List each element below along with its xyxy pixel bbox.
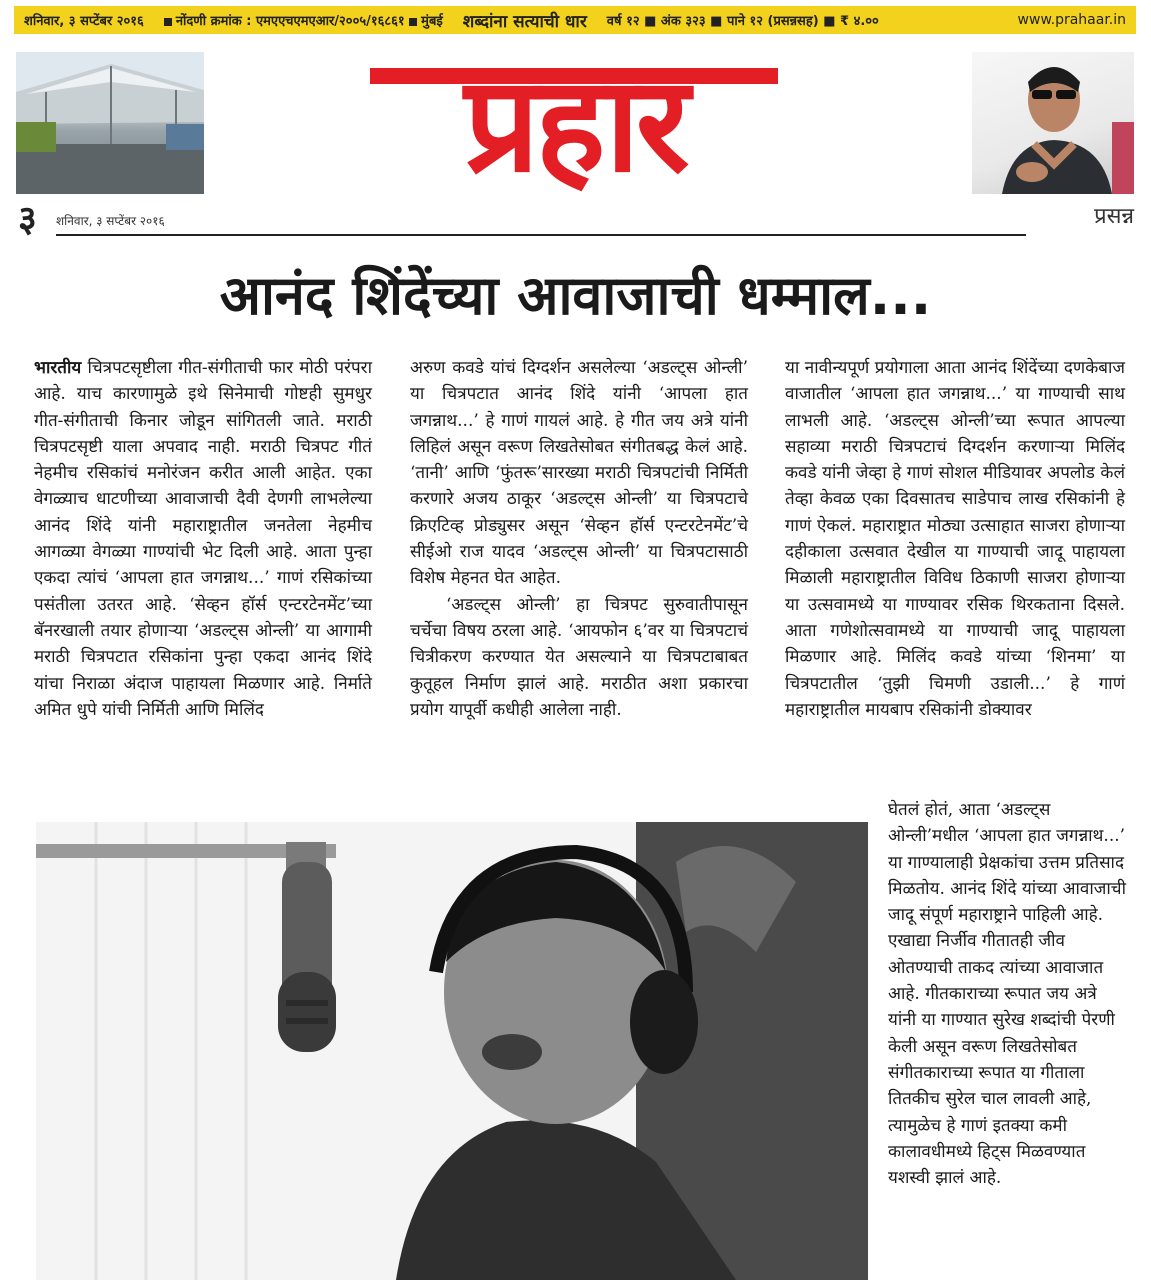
column-2-paragraph-1: अरुण कवडे यांचं दिग्दर्शन असलेल्या ‘अडल्ट्स ओन्ली’ या चित्रपटात आनंद शिंदे यांनी ‘आपला हात जगन्नाथ...’ हे गाणं गायलं आहे. हे गीत जय अत्रे यांनी लिहिलं असून वरूण लिखतेसोबत संगीतबद्ध केलं आहे. ‘तानी’ आणि ‘फुंतरू’सारख्या मराठी चित्रपटांची निर्मिती करणारे अजय ठाकूर ‘अडल्ट्स ओन्ली’ या चित्रपटाचे क्रिएटिव्ह प्रोड्युसर असून ‘सेव्हन हॉर्स एन्टरटेनमेंट’चे सीईओ राज यादव ‘अडल्ट्स ओन्ली’ या चित्रपटासाठी विशेष मेहनत घेत आहेत. — [410, 358, 748, 589]
issue-date: शनिवार, ३ सप्टेंबर २०१६ — [24, 14, 144, 29]
edition-info: वर्ष १२ ■ अंक ३२३ ■ पाने १२ (प्रसन्नसह) ■ ₹ ४.०० — [606, 14, 879, 29]
masthead-logo: प्रहार — [464, 48, 686, 202]
article-column-2 — [410, 355, 748, 723]
page-number: ३ — [18, 199, 37, 240]
tagline: शब्दांना सत्याची धार — [462, 11, 587, 32]
article-column-4 — [888, 797, 1126, 1191]
teaser-photo-left — [16, 52, 204, 194]
top-info-bar — [14, 6, 1136, 34]
column-3-text: या नावीन्यपूर्ण प्रयोगाला आता आनंद शिंदेंच्या दणकेबाज वाजातील ‘आपला हात जगन्नाथ...’ या गाण्याची साथ लाभली आहे. ‘अडल्ट्स ओन्ली’च्या रूपात आपल्या सहाव्या मराठी चित्रपटाचं दिग्दर्शन करणाऱ्या मिलिंद कवडे यांनी जेव्हा हे गाणं सोशल मीडियावर अपलोड केलं तेव्हा केवळ एका दिवसातच साडेपाच लाख रसिकांनी हे गाणं ऐकलं. महाराष्ट्रात मोठ्या उत्साहात साजरा होणाऱ्या दहीकाला उत्सवात देखील या गाण्याची जादू पाहायला मिळाली महाराष्ट्रातील विविध ठिकाणी साजरा होणाऱ्या या उत्सवामध्ये या गाण्यावर रसिक थिरकताना दिसले. आता गणेशोत्सवामध्ये या गाण्याची जादू पाहायला मिळणार आहे. मिलिंद कवडे यांच्या ‘शिनमा’ या चित्रपटातील ‘तुझी चिमणी उडाली...’ हे गाणं महाराष्ट्रातील मायबाप रसिकांनी डोक्यावर — [785, 358, 1125, 720]
column-2-paragraph-2: ‘अडल्ट्स ओन्ली’ हा चित्रपट सुरुवातीपासून चर्चेचा विषय ठरला आहे. ‘आयफोन ६’वर या चित्रपटाचं चित्रीकरण करण्यात येत असल्याने या चित्रपटाबाबत कुतूहल निर्माण झालं आहे. मराठीत अशा प्रकारचा प्रयोग यापूर्वी कधीही आलेला नाही. — [410, 594, 748, 720]
page-date: शनिवार, ३ सप्टेंबर २०१६ — [56, 214, 165, 228]
website-link[interactable]: www.prahaar.in — [1017, 12, 1126, 28]
lead-word: भारतीय — [34, 358, 82, 378]
singer-photo — [36, 822, 868, 1280]
teaser-photo-right — [972, 52, 1134, 194]
column-4-text: घेतलं होतं, आता ‘अडल्ट्स ओन्ली’मधील ‘आपला हात जगन्नाथ...’ या गाण्यालाही प्रेक्षकांचा उत्तम प्रतिसाद मिळतोय. आनंद शिंदे यांच्या आवाजाची जादू संपूर्ण महाराष्ट्राने पाहिली आहे. एखाद्या निर्जीव गीतातही जीव ओतण्याची ताकद त्यांच्या आवाजात आहे. गीतकाराच्या रूपात जय अत्रे यांनी या गाण्यात सुरेख शब्दांची पेरणी केली असून वरूण लिखतेसोबत संगीतकाराच्या रूपात या गीताला तितकीच सुरेल चाल लावली आहे, त्यामुळेच हे गाणं इतक्या कमी कालावधीमध्ये हिट्स मिळवण्यात यशस्वी झालं आहे. — [888, 800, 1126, 1189]
header-rule — [56, 234, 1026, 236]
registration-number: नोंदणी क्रमांक : एमएएचएमएआर/२००५/१६८६१ मुंबई — [154, 11, 453, 29]
article-column-1 — [34, 355, 372, 723]
article-column-3 — [785, 355, 1125, 723]
article-headline: आनंद शिंदेंच्या आवाजाची धम्माल... — [219, 264, 932, 327]
section-name: प्रसन्न — [1094, 204, 1134, 229]
column-1-text: चित्रपटसृष्टीला गीत-संगीताची फार मोठी परंपरा आहे. याच कारणामुळे इथे सिनेमाची गोष्टही सुमधुर गीत-संगीताची किनार जोडून सांगितली जाते. मराठी चित्रपटसृष्टी याला अपवाद नाही. मराठी चित्रपट गीतं नेहमीच रसिकांचं मनोरंजन करीत आली आहेत. एका वेगळ्याच धाटणीच्या आवाजाची दैवी देणगी लाभलेल्या आनंद शिंदे यांनी महाराष्ट्रातील जनतेला नेहमीच आगळ्या वेगळ्या गाण्यांची भेट दिली आहे. आता पुन्हा एकदा त्यांचं ‘आपला हात जगन्नाथ...’ गाणं रसिकांच्या पसंतीला उतरत आहे. ‘सेव्हन हॉर्स एन्टरटेनमेंट’च्या बॅनरखाली तयार होणाऱ्या ‘अडल्ट्स ओन्ली’ या आगामी मराठी चित्रपटात रसिकांना पुन्हा एकदा आनंद शिंदे यांचा निराळा अंदाज पाहायला मिळणार आहे. निर्माते अमित धुपे यांची निर्मिती आणि मिलिंद — [34, 358, 372, 720]
page-header — [14, 200, 1136, 244]
